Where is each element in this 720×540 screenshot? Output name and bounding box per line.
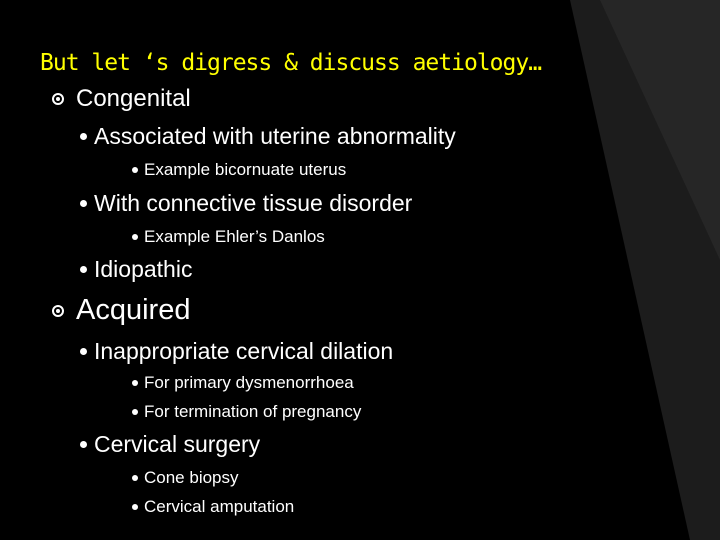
list-item — [80, 431, 260, 458]
list-item — [132, 497, 294, 517]
list-item — [80, 123, 456, 150]
list-item-text: Example bicornuate uterus — [144, 160, 347, 179]
dot-bullet-icon — [80, 441, 87, 448]
list-item-text: With connective tissue disorder — [94, 190, 413, 216]
dot-bullet-icon — [132, 475, 138, 481]
dot-bullet-icon — [80, 200, 87, 207]
circle-bullet-icon — [52, 93, 64, 105]
list-item-text: For termination of pregnancy — [144, 402, 362, 421]
circle-bullet-icon — [52, 305, 64, 317]
list-item-text: Congenital — [76, 85, 191, 112]
list-item — [52, 85, 191, 113]
list-item — [132, 373, 354, 393]
list-item-text: Inappropriate cervical dilation — [94, 338, 394, 364]
dot-bullet-icon — [132, 167, 138, 173]
list-item — [80, 338, 393, 365]
dot-bullet-icon — [80, 348, 87, 355]
list-item — [132, 160, 346, 180]
list-item-text: For primary dysmenorrhoea — [144, 373, 354, 392]
list-item-text: Cone biopsy — [144, 468, 239, 487]
dot-bullet-icon — [80, 266, 87, 273]
dot-bullet-icon — [132, 234, 138, 240]
slide-title: But let ‘s digress & discuss aetiology… — [40, 50, 542, 76]
list-item — [132, 402, 361, 422]
dot-bullet-icon — [132, 504, 138, 510]
list-item — [80, 256, 192, 283]
list-item — [132, 468, 239, 488]
list-item-text: Idiopathic — [94, 256, 193, 282]
list-item-text: Acquired — [76, 294, 191, 326]
dot-bullet-icon — [132, 409, 138, 415]
list-item — [80, 190, 412, 217]
list-item — [52, 294, 190, 327]
list-item-text: Example Ehler’s Danlos — [144, 227, 325, 246]
list-item — [132, 227, 325, 247]
dot-bullet-icon — [132, 380, 138, 386]
dot-bullet-icon — [80, 133, 87, 140]
list-item-text: Cervical surgery — [94, 431, 261, 457]
list-item-text: Associated with uterine abnormality — [94, 123, 456, 149]
list-item-text: Cervical amputation — [144, 497, 295, 516]
